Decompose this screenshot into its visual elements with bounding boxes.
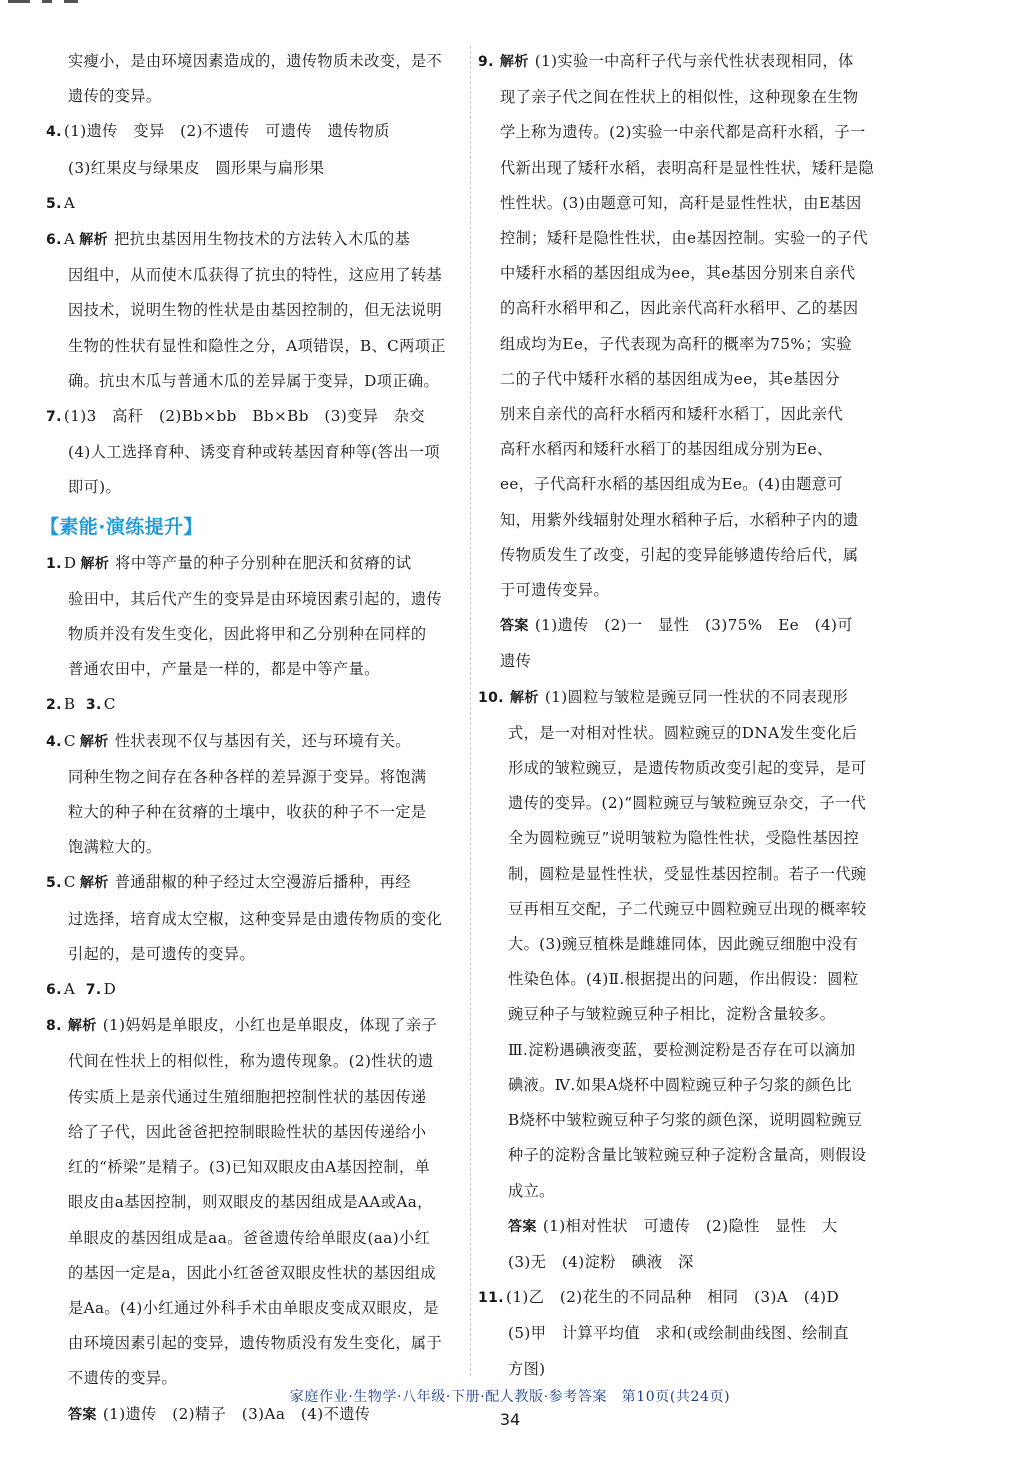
column-divider: [470, 46, 471, 1376]
analysis-line: 制，圆粒是显性性状，受显性基因控制。若子一代豌: [508, 864, 867, 883]
left-column: [40, 44, 462, 1433]
analysis-line: 豌豆种子与皱粒豌豆种子相比，淀粉含量较多。: [508, 1005, 836, 1024]
analysis-line: 组成均为Ee，子代表现为高秆的概率为75%；实验: [500, 334, 852, 353]
answer-label: 答案: [508, 1218, 537, 1235]
question-number: 1.: [46, 555, 62, 572]
analysis-line: 性染色体。(4)Ⅱ.根据提出的问题，作出假设：圆粒: [508, 970, 859, 989]
question-number: 11.: [478, 1290, 505, 1307]
analysis-text: 将中等产量的种子分别种在肥沃和贫瘠的试: [115, 553, 412, 572]
answer-text: (1)3 高秆 (2)Bb×bb Bb×Bb (3)变异 杂交: [63, 407, 426, 426]
analysis-line: 形成的皱粒豌豆，是遗传物质改变引起的变异，是可: [508, 759, 867, 778]
analysis-line: 因组中，从而使木瓜获得了抗虫的特性，这应用了转基: [68, 266, 443, 285]
question-number: 2.: [46, 697, 62, 714]
analysis-line: Ⅲ.淀粉遇碘液变蓝，要检测淀粉是否存在可以滴加: [508, 1040, 856, 1059]
question-number: 5.: [46, 195, 62, 212]
question-10: [478, 680, 900, 716]
analysis-line: 碘液。Ⅳ.如果A烧杯中圆粒豌豆种子匀浆的颜色比: [508, 1075, 852, 1094]
analysis-line: 代间在性状上的相似性，称为遗传现象。(2)性状的遗: [68, 1052, 434, 1071]
analysis-line: 知，用紫外线辐射处理水稻种子后，水稻种子内的遗: [500, 510, 859, 529]
analysis-line: 给了子代，因此爸爸把控制眼睑性状的基因传递给小: [68, 1122, 427, 1141]
analysis-text: (1)妈妈是单眼皮，小红也是单眼皮，体现了亲子: [102, 1016, 438, 1035]
right-column: [478, 44, 900, 1387]
answer-line: (5)甲 计算平均值 求和(或绘制曲线图、绘制直: [508, 1324, 849, 1343]
question-4b: [46, 724, 462, 760]
analysis-line: 中矮秆水稻的基因组成为ee，其e基因分别来自亲代: [500, 264, 856, 283]
analysis-line: 传实质上是亲代通过生殖细胞把控制性状的基因传递: [68, 1087, 427, 1106]
analysis-line: 同种生物之间存在各种各样的差异源于变异。将饱满: [68, 767, 427, 786]
answer-line: (3)红果皮与绿果皮 圆形果与扁形果: [68, 158, 325, 177]
analysis-label: 解析: [80, 555, 110, 572]
analysis-line: 不遗传的变异。: [68, 1369, 178, 1388]
question-number: 9.: [478, 54, 494, 70]
analysis-line: 遗传的变异。(2)“圆粒豌豆与皱粒豌豆杂交，子一代: [508, 794, 867, 813]
analysis-line: 物质并没有发生变化，因此将甲和乙分别种在同样的: [68, 625, 427, 644]
analysis-label: 解析: [79, 875, 109, 892]
question-4: [46, 114, 462, 150]
section-title: 【素能·演练提升】: [40, 515, 203, 538]
analysis-label: 解析: [79, 232, 109, 249]
answer-text: (1)相对性状 可遗传 (2)隐性 显性 大: [542, 1216, 838, 1235]
analysis-line: 确。抗虫木瓜与普通木瓜的差异属于变异，D项正确。: [68, 371, 440, 390]
analysis-label: 解析: [67, 1018, 97, 1035]
answer-text: (1)遗传 (2)一 显性 (3)75% Ee (4)可: [534, 616, 853, 635]
answer-line: [478, 1209, 900, 1245]
analysis-line: 眼皮由a基因控制，则双眼皮的基因组成是AA或Aa，: [68, 1193, 433, 1212]
analysis-line: ee，子代高秆水稻的基因组成为Ee。(4)由题意可: [500, 475, 843, 494]
question-9: [478, 44, 900, 80]
analysis-line: 代新出现了矮秆水稻，表明高秆是显性性状，矮秆是隐: [500, 158, 875, 177]
analysis-text: 普通甜椒的种子经过太空漫游后播种，再经: [114, 873, 411, 892]
analysis-label: 解析: [499, 54, 529, 70]
analysis-line: 高秆水稻丙和矮秆水稻丁的基因组成分别为Ee、: [500, 440, 833, 459]
answer-text: (1)遗传 (2)精子 (3)Aa (4)不遗传: [102, 1404, 371, 1423]
question-5: [46, 186, 462, 222]
analysis-line: 成立。: [508, 1181, 555, 1200]
question-number: 7.: [46, 409, 62, 426]
analysis-line: 生物的性状有显性和隐性之分，A项错误，B、C两项正: [68, 336, 446, 355]
analysis-label: 解析: [510, 689, 539, 706]
question-1: [46, 546, 462, 582]
analysis-line: 是Aa。(4)小红通过外科手术由单眼皮变成双眼皮，是: [68, 1298, 439, 1317]
analysis-line: 性性状。(3)由题意可知，高秆是显性性状，由E基因: [500, 193, 862, 212]
question-8: [46, 1008, 462, 1044]
question-11: [478, 1280, 900, 1316]
answer-text: (1)乙 (2)花生的不同品种 相同 (3)A (4)D: [506, 1288, 840, 1307]
answer-text: A: [63, 193, 76, 212]
answer-choice: A: [63, 230, 76, 249]
analysis-line: 别来自亲代的高秆水稻丙和矮秆水稻丁，因此亲代: [500, 405, 843, 424]
analysis-line: 控制；矮秆是隐性性状，由e基因控制。实验一的子代: [500, 229, 868, 248]
question-number: 10.: [478, 689, 505, 706]
analysis-line: 于可遗传变异。: [500, 581, 610, 600]
question-number: 6.: [46, 232, 62, 249]
analysis-line: 的高秆水稻甲和乙，因此亲代高秆水稻甲、乙的基因: [500, 299, 859, 318]
analysis-line: 的基因一定是a，因此小红爸爸双眼皮性状的基因组成: [68, 1263, 436, 1282]
answer-line: 方图): [508, 1359, 546, 1378]
answer-line: 实瘦小，是由环境因素造成的，遗传物质未改变，是不: [68, 52, 443, 70]
answer-line: 遗传的变异。: [68, 87, 162, 106]
analysis-line: 式，是一对相对性状。圆粒豌豆的DNA发生变化后: [508, 723, 858, 742]
analysis-line: 验田中，其后代产生的变异是由环境因素引起的，遗传: [68, 589, 443, 608]
question-number: 4.: [46, 733, 62, 750]
analysis-line: 饱满粒大的。: [68, 838, 162, 857]
question-number: 4.: [46, 124, 62, 141]
answer-choice: A: [63, 980, 76, 999]
question-number: 5.: [46, 875, 62, 892]
top-edge-marks: [8, 0, 178, 4]
question-number: 7.: [85, 982, 102, 999]
analysis-line: 红的“桥梁”是精子。(3)已知双眼皮由A基因控制，单: [68, 1158, 431, 1177]
answer-choice: D: [63, 553, 77, 572]
answer-line: 遗传: [500, 652, 532, 671]
analysis-line: 豆再相互交配，子二代豌豆中圆粒豌豆出现的概率较: [508, 899, 867, 918]
analysis-line: 现了亲子代之间在性状上的相似性，这种现象在生物: [500, 88, 859, 107]
analysis-line: 二的子代中矮秆水稻的基因组成为ee，其e基因分: [500, 369, 840, 388]
analysis-label: 解析: [79, 733, 109, 750]
analysis-line: 引起的，是可遗传的变异。: [68, 944, 256, 963]
answer-text: (1)遗传 变异 (2)不遗传 可遗传 遗传物质: [63, 122, 390, 141]
answer-line: 即可)。: [68, 478, 122, 497]
question-6: [46, 222, 462, 258]
analysis-line: 粒大的种子种在贫瘠的土壤中，收获的种子不一定是: [68, 803, 427, 822]
question-number: 6.: [46, 982, 62, 999]
analysis-line: 种子的淀粉含量比皱粒豌豆种子淀粉含量高，则假设: [508, 1146, 867, 1165]
page-number: 34: [499, 1410, 521, 1429]
answer-choice: C: [103, 695, 116, 714]
answer-label: 答案: [500, 618, 529, 635]
questions-6-7: [46, 972, 462, 1008]
analysis-line: 过选择，培育成太空椒，这种变异是由遗传物质的变化: [68, 909, 443, 928]
analysis-line: 大。(3)豌豆植株是雌雄同体，因此豌豆细胞中没有: [508, 935, 859, 954]
answer-line: (4)人工选择育种、诱变育种或转基因育种等(答出一项: [68, 443, 440, 462]
analysis-line: 学上称为遗传。(2)实验一中亲代都是高秆水稻，子一: [500, 123, 866, 142]
analysis-line: 单眼皮的基因组成是aa。爸爸遗传给单眼皮(aa)小红: [68, 1228, 431, 1247]
analysis-line: 普通农田中，产量是一样的，都是中等产量。: [68, 660, 380, 679]
page-footer: [0, 1386, 1020, 1429]
analysis-text: (1)实验一中高秆子代与亲代性状表现相同，体: [534, 52, 854, 70]
answer-label: 答案: [68, 1406, 97, 1423]
footer-caption: 家庭作业·生物学·八年级·下册·配人教版·参考答案 第10页(共24页): [289, 1389, 731, 1405]
analysis-text: 性状表现不仅与基因有关，还与环境有关。: [114, 731, 411, 750]
answer-choice: C: [63, 873, 76, 892]
questions-2-3: [46, 687, 462, 723]
analysis-line: B烧杯中皱粒豌豆种子匀浆的颜色深，说明圆粒豌豆: [508, 1111, 863, 1130]
analysis-line: 因技术，说明生物的性状是由基因控制的，但无法说明: [68, 301, 443, 320]
question-number: 3.: [85, 697, 102, 714]
answer-choice: B: [63, 695, 76, 714]
question-number: 8.: [46, 1018, 62, 1035]
analysis-text: (1)圆粒与皱粒是豌豆同一性状的不同表现形: [544, 687, 849, 706]
answer-choice: D: [103, 980, 117, 999]
question-7: [46, 399, 462, 435]
question-5b: [46, 865, 462, 901]
answer-choice: C: [63, 731, 76, 750]
answer-line: (3)无 (4)淀粉 碘液 深: [508, 1252, 694, 1271]
analysis-line: 由环境因素引起的变异，遗传物质没有发生变化，属于: [68, 1334, 443, 1353]
analysis-line: 全为圆粒豌豆”说明皱粒为隐性性状，受隐性基因控: [508, 829, 860, 848]
analysis-text: 把抗虫基因用生物技术的方法转入木瓜的基: [114, 230, 411, 249]
answer-line: [478, 608, 900, 644]
analysis-line: 传物质发生了改变，引起的变异能够遗传给后代，属: [500, 545, 859, 564]
